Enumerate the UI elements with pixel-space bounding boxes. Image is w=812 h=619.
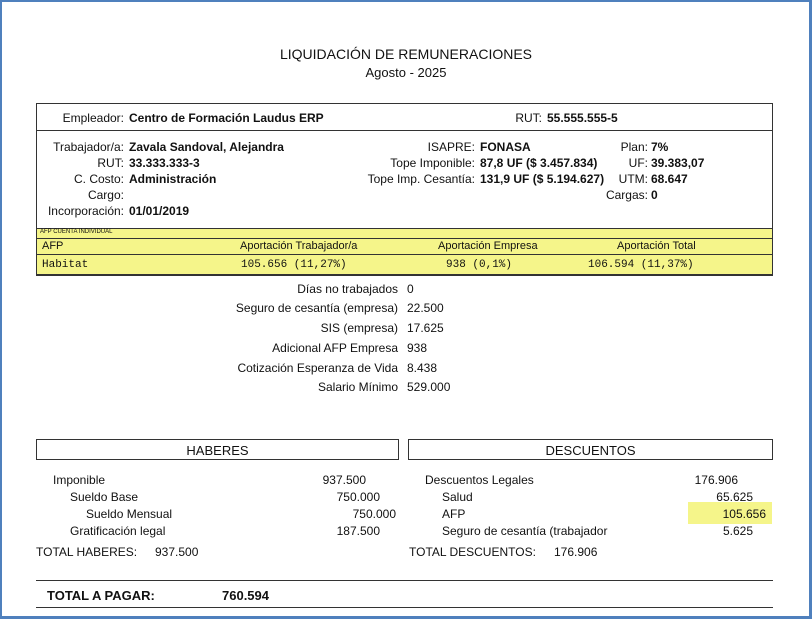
haberes-item-value: 750.000 (352, 507, 396, 521)
plan-label: Plan: (620, 140, 648, 154)
worker-rut-label: RUT: (97, 156, 124, 170)
afp-header-empresa: Aportación Empresa (438, 240, 538, 252)
uf: 39.383,07 (651, 156, 705, 170)
descuentos-item-value: 65.625 (716, 490, 753, 504)
isapre-label: ISAPRE: (427, 140, 475, 154)
total-divider-bottom (36, 607, 773, 608)
total-haberes: 937.500 (155, 545, 199, 559)
extra-value: 0 (407, 282, 414, 296)
afp-row-trabajador: 105.656 (11,27%) (241, 259, 347, 271)
total-pagar-label: TOTAL A PAGAR: (47, 588, 155, 603)
employer-label: Empleador: (62, 111, 124, 125)
document-title: LIQUIDACIÓN DE REMUNERACIONES (279, 46, 533, 62)
extra-value: 8.438 (407, 361, 438, 375)
plan: 7% (651, 140, 669, 154)
total-pagar: 760.594 (222, 588, 269, 603)
tope-imponible: 87,8 UF ($ 3.457.834) (480, 156, 598, 170)
cost-center: Administración (129, 172, 217, 186)
extra-value: 529.000 (407, 380, 451, 394)
tope-cesantia: 131,9 UF ($ 5.194.627) (480, 172, 605, 186)
extra-label: Días no trabajados (297, 282, 398, 296)
haberes-item-label: Sueldo Mensual (86, 507, 173, 521)
utm-label: UTM: (618, 172, 648, 186)
employer-rut: 55.555.555-5 (547, 111, 618, 125)
extra-label: Cotización Esperanza de Vida (237, 361, 398, 375)
cost-center-label: C. Costo: (73, 172, 124, 186)
utm: 68.647 (651, 172, 688, 186)
haberes-item-label: Imponible (53, 473, 106, 487)
total-haberes-label: TOTAL HABERES: (36, 545, 138, 559)
isapre: FONASA (480, 140, 531, 154)
start-date-label: Incorporación: (47, 204, 124, 218)
extra-label: SIS (empresa) (320, 321, 398, 335)
extra-label: Seguro de cesantía (empresa) (235, 301, 398, 315)
total-descuentos-label: TOTAL DESCUENTOS: (409, 545, 536, 559)
descuentos-item-value: 176.906 (694, 473, 738, 487)
extra-value: 17.625 (407, 321, 444, 335)
extra-value: 938 (407, 341, 428, 355)
total-descuentos: 176.906 (554, 545, 598, 559)
cargas-label: Cargas: (605, 188, 648, 202)
uf-label: UF: (628, 156, 648, 170)
afp-header-afp: AFP (42, 240, 64, 252)
haberes-item-value: 937.500 (322, 473, 366, 487)
worker-name: Zavala Sandoval, Alejandra (129, 140, 284, 154)
cargas: 0 (651, 188, 658, 202)
employer-name: Centro de Formación Laudus ERP (129, 111, 324, 125)
descuentos-item-label: Salud (442, 490, 473, 504)
afp-header-trabajador: Aportación Trabajador/a (240, 240, 358, 252)
descuentos-item-value: 5.625 (722, 524, 753, 538)
descuentos-title: DESCUENTOS (545, 443, 636, 458)
afp-section-label: AFP CUENTA INDIVIDUAL (40, 229, 113, 235)
descuentos-item-label: Seguro de cesantía (trabajador (442, 524, 608, 538)
extra-label: Salario Mínimo (317, 380, 398, 394)
haberes-item-label: Sueldo Base (70, 490, 139, 504)
employer-rut-label: RUT: (515, 111, 542, 125)
haberes-item-value: 750.000 (336, 490, 380, 504)
worker-name-label: Trabajador/a: (53, 140, 124, 154)
position-label: Cargo: (87, 188, 124, 202)
tope-imponible-label: Tope Imponible: (390, 156, 475, 170)
total-divider-top (36, 580, 773, 581)
extra-label: Adicional AFP Empresa (272, 341, 398, 355)
haberes-title: HABERES (186, 443, 249, 458)
afp-row-afp: Habitat (42, 259, 89, 271)
haberes-item-label: Gratificación legal (70, 524, 166, 538)
descuentos-item-value: 105.656 (722, 507, 766, 521)
descuentos-item-label: Descuentos Legales (425, 473, 534, 487)
afp-row-total: 106.594 (11,37%) (588, 259, 694, 271)
start-date: 01/01/2019 (129, 204, 190, 218)
document-period: Agosto - 2025 (365, 65, 447, 80)
afp-divider-mid (36, 254, 773, 255)
tope-cesantia-label: Tope Imp. Cesantía: (367, 172, 475, 186)
descuentos-item-label: AFP (442, 507, 466, 521)
haberes-item-value: 187.500 (336, 524, 380, 538)
afp-divider-top (36, 238, 773, 239)
worker-rut: 33.333.333-3 (129, 156, 200, 170)
afp-row-empresa: 938 (0,1%) (446, 259, 513, 271)
afp-header-total: Aportación Total (617, 240, 696, 252)
extra-value: 22.500 (407, 301, 444, 315)
